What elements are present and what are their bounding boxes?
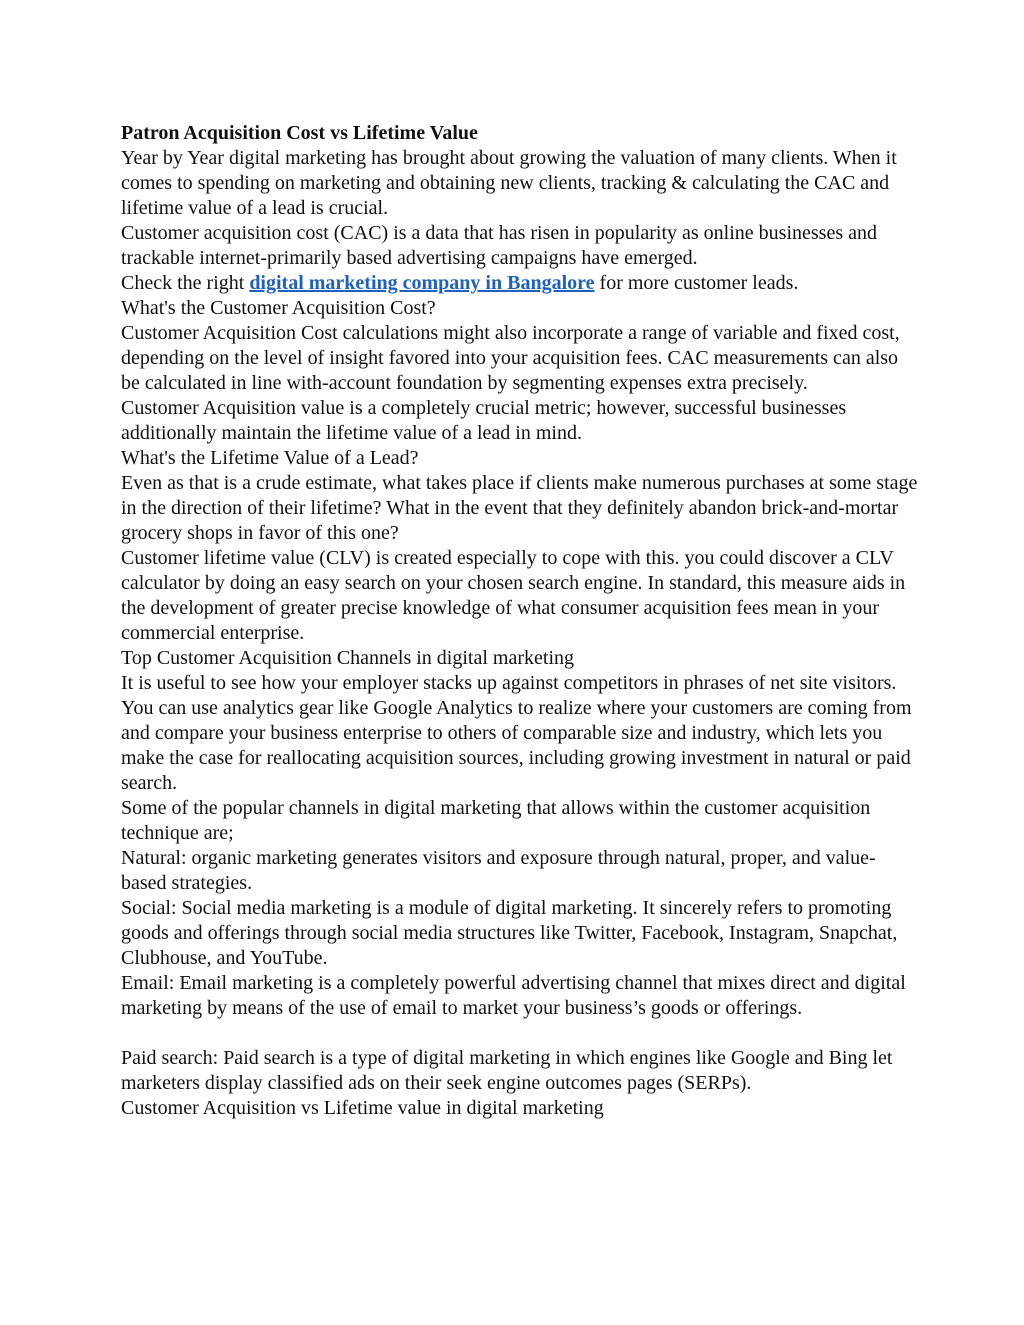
document-title: Patron Acquisition Cost vs Lifetime Value [121,122,478,144]
paragraph-intro: Year by Year digital marketing has brought about growing the valuation of many clients. When it comes to spending on marketing and obtaining new clients, tracking & calculating the CAC and lifetime value of a lead is crucial. [121,147,897,219]
link-prefix-text: Check the right [121,272,250,294]
paragraph-clv: Customer lifetime value (CLV) is created especially to cope with this. you could discover a CLV calculator by doing an easy search on your chosen search engine. In standard, this measure aids in the development of greater precise knowledge of what consumer acquisition fees mean in your commercial enterprise. [121,547,906,644]
heading-final: Customer Acquisition vs Lifetime value in digital marketing [121,1097,604,1119]
paragraph-company-link [121,271,921,296]
paragraph-email: Email: Email marketing is a completely powerful advertising channel that mixes direct and digital marketing by means of the use of email to market your business’s goods or offerings. [121,972,906,1019]
link-suffix-text: for more customer leads. [594,272,799,294]
paragraph-cac-calculations: Customer Acquisition Cost calculations might also incorporate a range of variable and fixed cost, depending on the level of insight favored into your acquisition fees. CAC measurements can also be calculated in line with-account foundation by segmenting expenses extra precisely. [121,322,900,394]
paragraph-cac-value: Customer Acquisition value is a completely crucial metric; however, successful businesses additionally maintain the lifetime value of a lead in mind. [121,397,847,444]
paragraph-popular-channels: Some of the popular channels in digital marketing that allows within the customer acquisition technique are; [121,797,871,844]
heading-lifetime-value: What's the Lifetime Value of a Lead? [121,447,419,469]
paragraph-competitors: It is useful to see how your employer stacks up against competitors in phrases of net site visitors. You can use analytics gear like Google Analytics to realize where your customers are coming from and compare your business enterprise to others of comparable size and industry, which lets you make the case for reallocating acquisition sources, including growing investment in natural or paid search. [121,672,912,794]
heading-channels: Top Customer Acquisition Channels in digital marketing [121,647,574,669]
paragraph-natural: Natural: organic marketing generates visitors and exposure through natural, proper, and value-based strategies. [121,847,876,894]
paragraph-cac-definition: Customer acquisition cost (CAC) is a data that has risen in popularity as online businesses and trackable internet-primarily based advertising campaigns have emerged. [121,222,877,269]
digital-marketing-company-link[interactable]: digital marketing company in Bangalore [249,272,595,294]
heading-cac: What's the Customer Acquisition Cost? [121,297,436,319]
paragraph-social: Social: Social media marketing is a module of digital marketing. It sincerely refers to promoting goods and offerings through social media structures like Twitter, Facebook, Instagram, Snapchat, Clubhouse, and YouTube. [121,897,898,969]
paragraph-paid-search: Paid search: Paid search is a type of digital marketing in which engines like Google and Bing let marketers display classified ads on their seek engine outcomes pages (SERPs). [121,1047,893,1094]
blank-line [121,1021,921,1046]
document-page [121,121,921,1121]
paragraph-crude-estimate: Even as that is a crude estimate, what takes place if clients make numerous purchases at some stage in the direction of their lifetime? What in the event that they definitely abandon brick-and-mortar grocery shops in favor of this one? [121,472,918,544]
